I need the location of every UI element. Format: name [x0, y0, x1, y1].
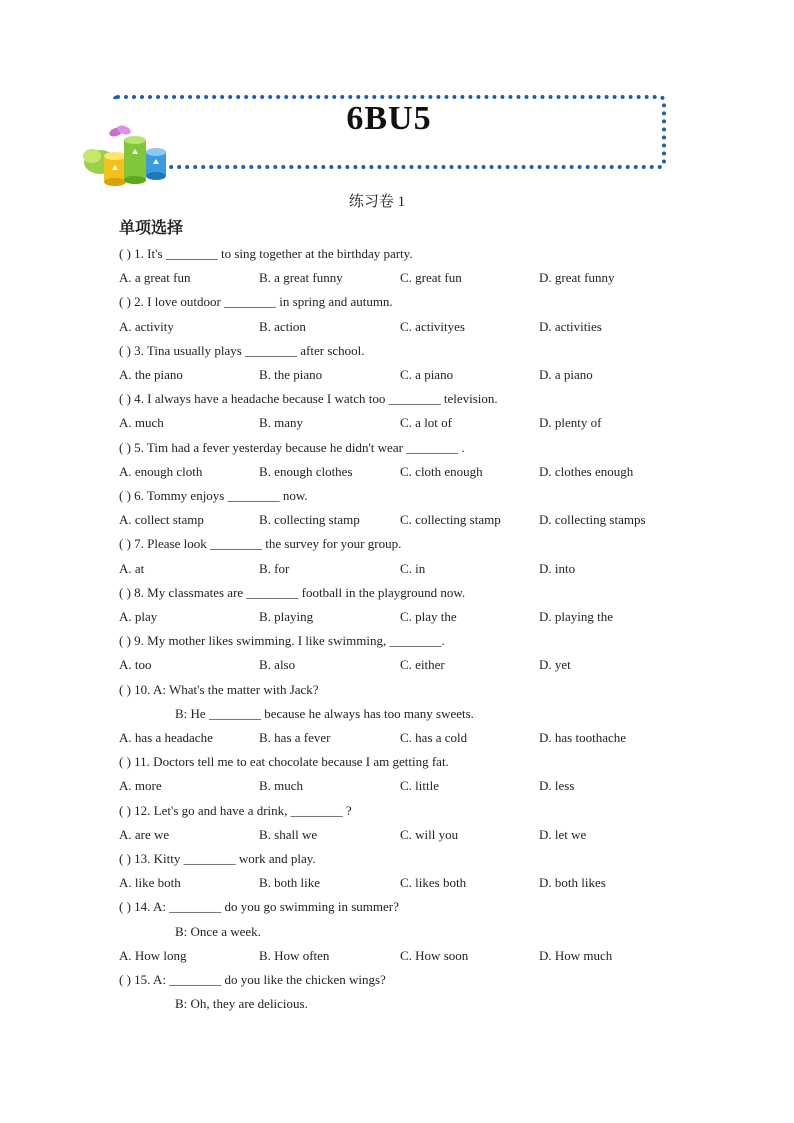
option-d: D. a piano: [539, 367, 593, 382]
option-c: C. likes both: [400, 875, 467, 891]
option-b: B. much: [259, 778, 304, 794]
option-c: C. has a cold: [400, 730, 468, 745]
question-text: ( ) 1. It's ________ to sing together at the birthday party.: [119, 246, 413, 261]
option-a: A. the piano: [119, 367, 183, 382]
option-a: A. too: [119, 657, 152, 673]
option-c: C. collecting stamp: [400, 512, 501, 528]
option-d: D. clothes enough: [539, 463, 634, 479]
option-c: C. in: [400, 560, 426, 576]
question-text: ( ) 5. Tim had a fever yesterday because he didn't wear ________ .: [119, 439, 465, 455]
option-c: C. will you: [400, 826, 459, 842]
option-a: A. much: [119, 415, 164, 431]
option-b: B. action: [259, 318, 306, 334]
dialogue-line: B: Oh, they are delicious.: [175, 996, 308, 1012]
option-c: C. great fun: [400, 270, 462, 286]
option-d: D. less: [539, 778, 575, 794]
option-a: A. enough cloth: [119, 463, 203, 479]
option-d: D. How much: [539, 947, 613, 963]
option-d: D. yet: [539, 657, 571, 673]
option-d: D. collecting stamps: [539, 512, 646, 528]
option-d: D. playing the: [539, 609, 614, 624]
option-a: A. activity: [119, 318, 174, 334]
option-c: C. activityes: [400, 318, 465, 334]
option-d: D. into: [539, 560, 576, 576]
option-c: C. little: [400, 778, 439, 794]
option-a: A. are we: [119, 826, 170, 842]
option-c: C. a piano: [400, 367, 454, 382]
dialogue-line: B: Once a week.: [175, 923, 261, 939]
option-b: B. has a fever: [259, 730, 331, 745]
option-a: A. like both: [119, 875, 181, 891]
option-b: B. the piano: [259, 367, 323, 382]
option-a: A. has a headache: [119, 730, 213, 745]
dialogue-line: B: He ________ because he always has too many sweets.: [175, 705, 474, 721]
section-heading: 单项选择: [119, 218, 184, 237]
option-d: D. great funny: [539, 270, 615, 286]
option-a: A. play: [119, 609, 158, 624]
option-b: B. shall we: [259, 826, 318, 842]
option-d: D. let we: [539, 826, 587, 842]
option-a: A. collect stamp: [119, 512, 204, 528]
option-b: B. enough clothes: [259, 463, 353, 479]
option-c: C. a lot of: [400, 415, 452, 431]
question-text: ( ) 15. A: ________ do you like the chicken wings?: [119, 972, 386, 987]
question-text: ( ) 12. Let's go and have a drink, ________ ?: [119, 802, 352, 818]
question-text: ( ) 11. Doctors tell me to eat chocolate because I am getting fat.: [119, 754, 449, 770]
question-text: ( ) 3. Tina usually plays ________ after school.: [119, 342, 365, 358]
question-text: ( ) 4. I always have a headache because I watch too ________ television.: [119, 391, 498, 407]
question-text: ( ) 2. I love outdoor ________ in spring and autumn.: [119, 294, 393, 310]
option-b: B. many: [259, 415, 304, 431]
option-b: B. How often: [259, 947, 330, 963]
option-a: A. more: [119, 778, 162, 794]
question-text: ( ) 14. A: ________ do you go swimming in summer?: [119, 899, 399, 915]
option-b: B. both like: [259, 875, 321, 891]
option-a: A. at: [119, 560, 145, 576]
option-a: A. a great fun: [119, 270, 191, 286]
question-text: ( ) 13. Kitty ________ work and play.: [119, 851, 316, 866]
option-d: D. activities: [539, 318, 602, 334]
option-b: B. for: [259, 560, 290, 576]
page-subtitle: 练习卷 1: [348, 194, 406, 210]
option-b: B. also: [259, 657, 296, 673]
option-c: C. play the: [400, 609, 457, 624]
option-c: C. How soon: [400, 947, 469, 963]
option-b: B. a great funny: [259, 270, 343, 286]
option-d: D. both likes: [539, 875, 606, 891]
option-c: C. cloth enough: [400, 463, 483, 479]
question-text: ( ) 6. Tommy enjoys ________ now.: [119, 488, 308, 503]
question-text: ( ) 10. A: What's the matter with Jack?: [119, 681, 319, 697]
question-text: ( ) 9. My mother likes swimming. I like swimming, ________.: [119, 633, 445, 649]
option-c: C. either: [400, 657, 445, 673]
question-text: ( ) 7. Please look ________ the survey for your group.: [119, 536, 402, 552]
page-title: 6BU5: [346, 100, 432, 137]
option-b: B. playing: [259, 609, 314, 624]
option-a: A. How long: [119, 947, 187, 963]
question-text: ( ) 8. My classmates are ________ football in the playground now.: [119, 584, 466, 600]
option-d: D. plenty of: [539, 415, 602, 431]
option-d: D. has toothache: [539, 730, 627, 745]
option-b: B. collecting stamp: [259, 512, 360, 528]
